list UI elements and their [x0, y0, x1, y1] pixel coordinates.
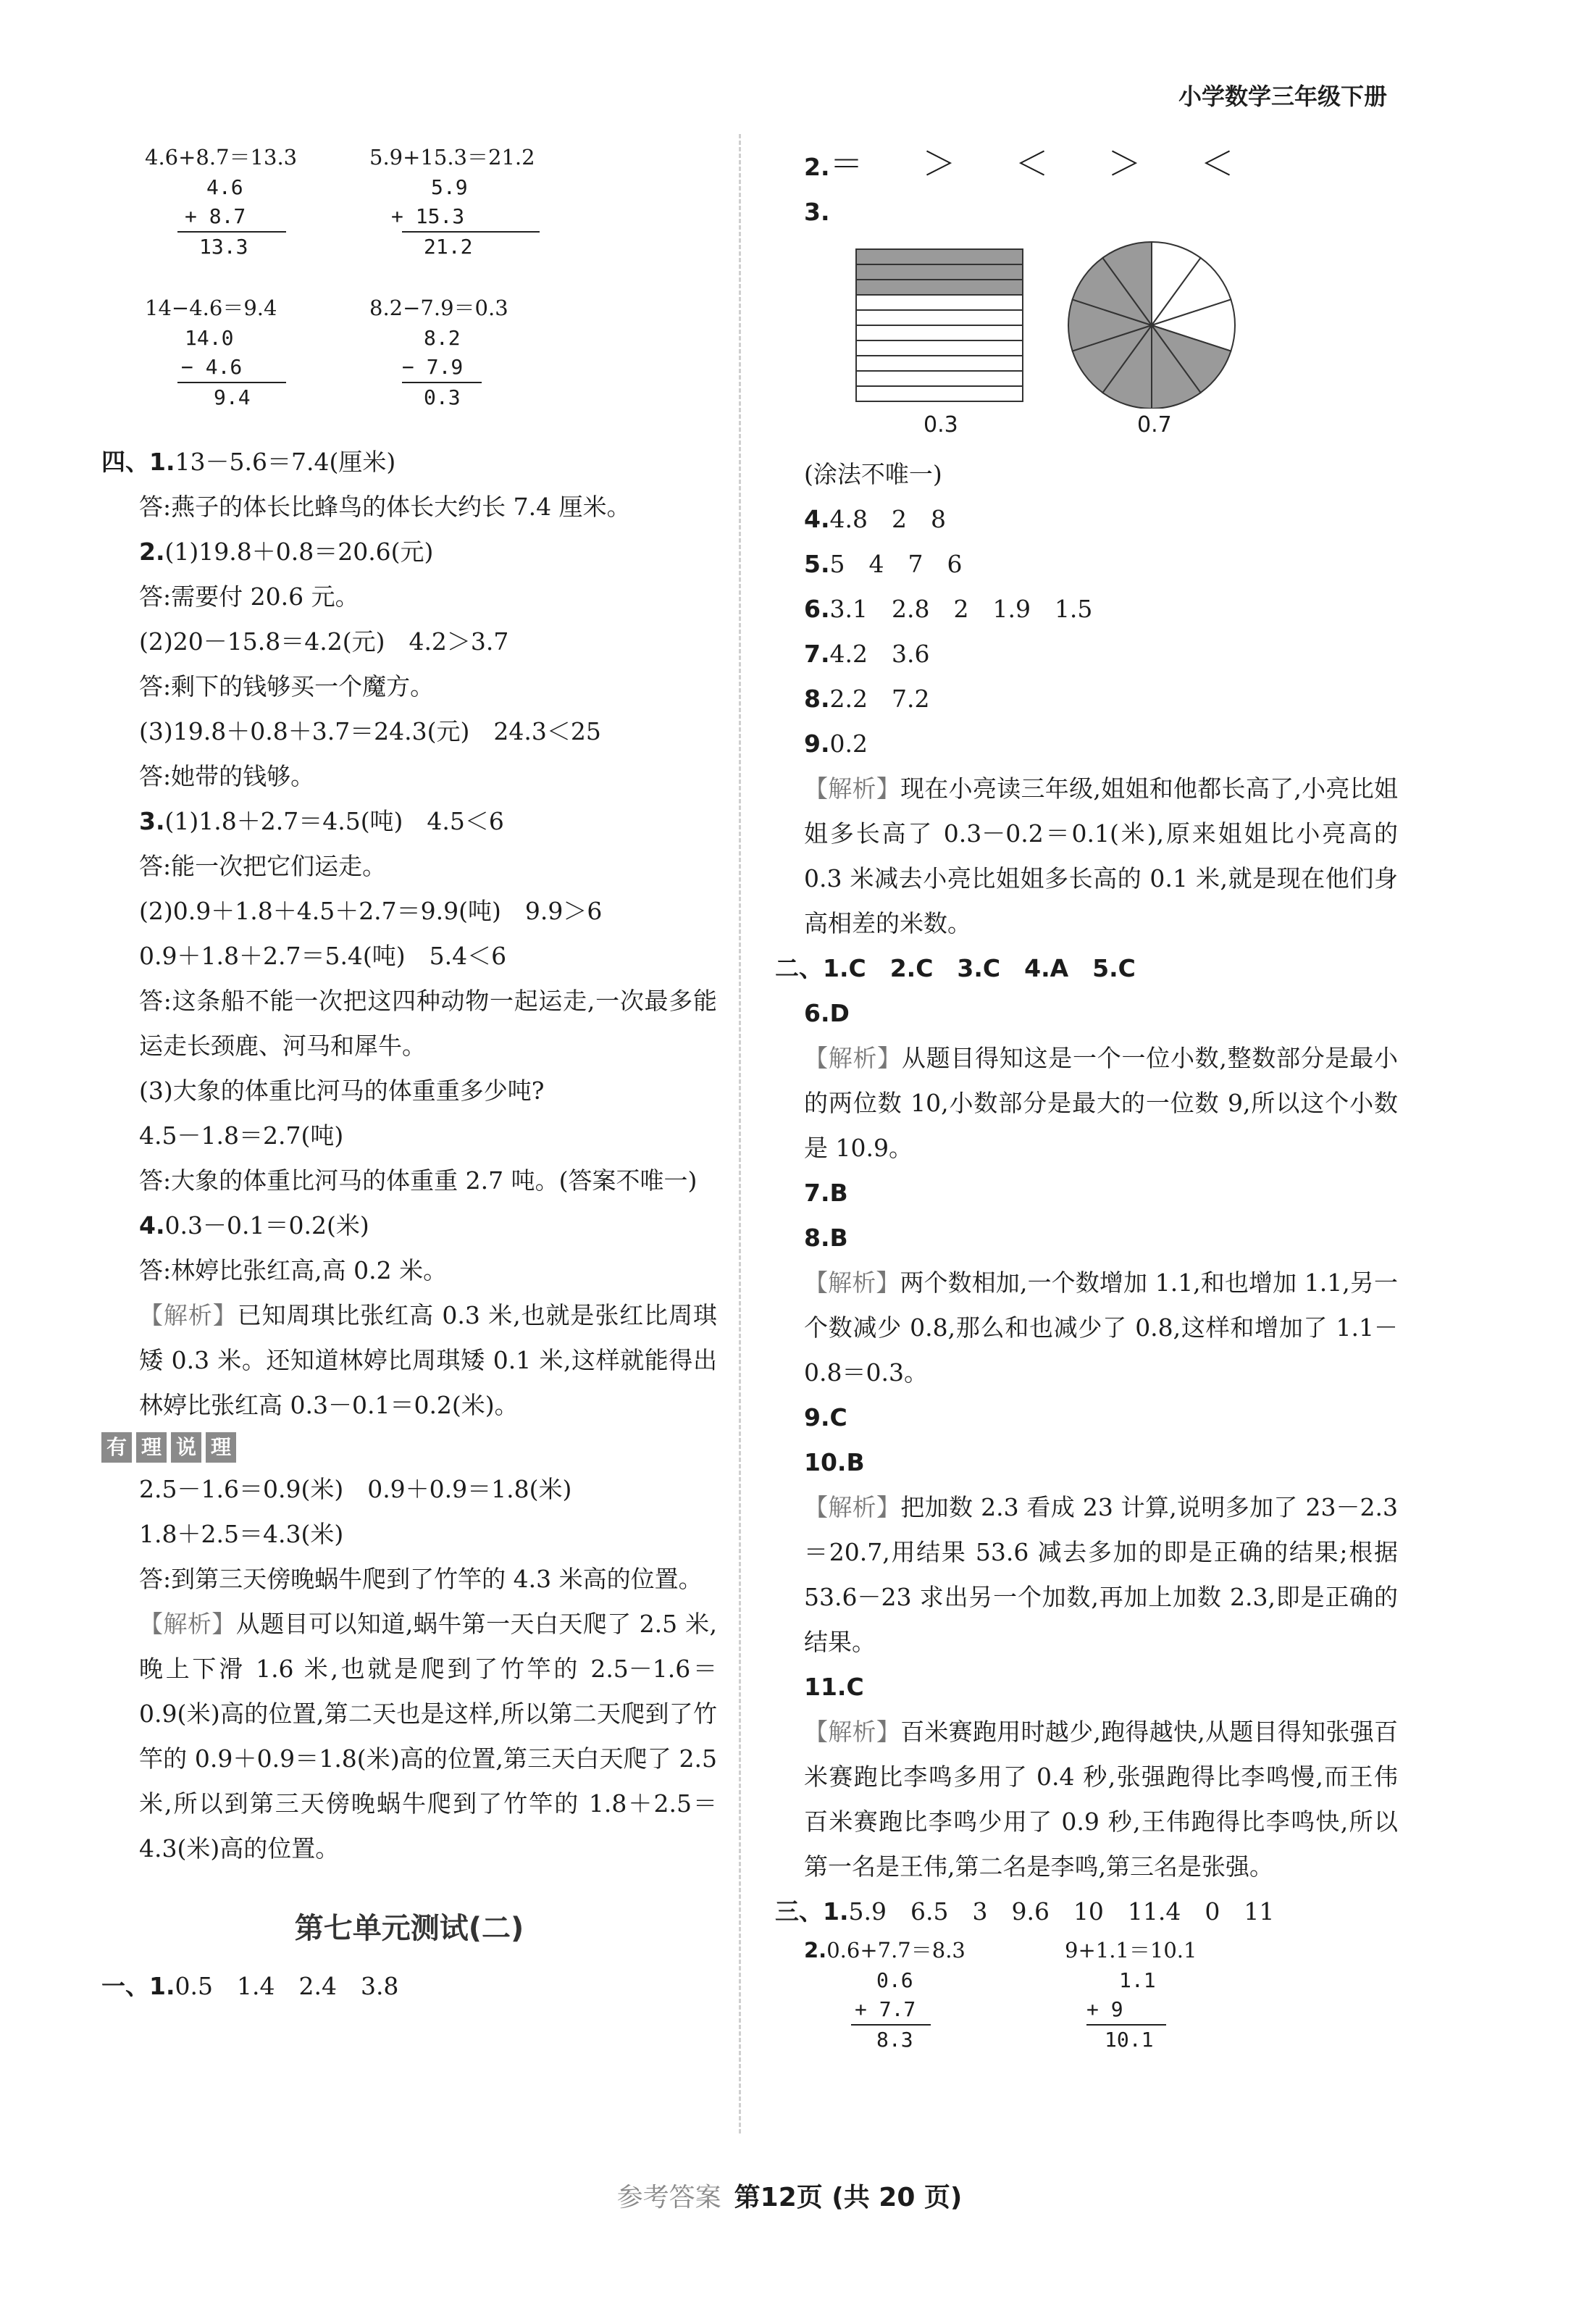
calc-result: 10.1: [1105, 2028, 1154, 2052]
vertical-calc-row-b: [101, 292, 717, 437]
circle-figure-label: 0.7: [1137, 412, 1172, 438]
answer-line: 二、1.C 2.C 3.C 4.A 5.C: [775, 954, 1136, 982]
badge-char: 有: [101, 1432, 132, 1463]
calc-result: 21.2: [424, 235, 473, 259]
rect-strip: [856, 325, 1023, 340]
answer-line: 9.C: [804, 1403, 847, 1431]
badge-char: 理: [136, 1432, 167, 1463]
calc-result: 9.4: [214, 385, 251, 409]
vertical-calc-row-a: [101, 141, 717, 286]
shaded-circle: [1068, 242, 1235, 409]
calc-expression: 0.6+7.7＝8.3: [826, 1938, 966, 1963]
vertical-calc: [369, 141, 594, 286]
answer-line: 答:林婷比张红高,高 0.2 米。: [139, 1256, 448, 1284]
vertical-calc: [145, 292, 369, 437]
analysis-paragraph: 【解析】把加数 2.3 看成 23 计算,说明多加了 23－2.3＝20.7,用结果 53.6 减去多加的即是正确的结果;根据 53.6－23 求出另一个加数,再加上加数 2.3,即是正确的结果。: [804, 1493, 1398, 1656]
answer-line: 8.2.2 7.2: [804, 685, 930, 713]
rect-strip: [856, 264, 1023, 280]
shaded-figures-svg: [804, 220, 1398, 409]
calc-top: 1.1: [1119, 1968, 1156, 1992]
calc-top: 0.6: [876, 1968, 913, 1992]
shaded-rectangle: [856, 249, 1023, 401]
answer-line: 5.5 4 7 6: [804, 550, 963, 578]
calc-top: 8.2: [424, 326, 461, 350]
calc-operand: − 4.6: [181, 355, 243, 379]
calc-expression: 14−4.6＝9.4: [145, 296, 277, 320]
rect-strip: [856, 371, 1023, 386]
answer-line: 0.9＋1.8＋2.7＝5.4(吨) 5.4＜6: [139, 942, 507, 970]
answer-line: 7.4.2 3.6: [804, 640, 930, 668]
calc-operand: − 7.9: [402, 355, 464, 379]
rect-strip: [856, 295, 1023, 310]
calc-expression: 4.6+8.7＝13.3: [145, 145, 298, 170]
calc-operand: + 15.3: [391, 204, 465, 228]
answer-line: 2.＝ ＞ ＜ ＞ ＜: [804, 144, 1247, 183]
page-header-title: 小学数学三年级下册: [1178, 83, 1387, 110]
right-column: [775, 141, 1398, 2057]
analysis-paragraph: 【解析】百米赛跑用时越少,跑得越快,从题目得知张强百米赛跑比李鸣多用了 0.4 秒,张强跑得比李鸣慢,而王伟百米赛跑比李鸣少用了 0.9 秒,王伟跑得比李鸣快,所以第一名是王伟,第二名是李鸣,第三名是张强。: [804, 1718, 1398, 1881]
analysis-paragraph: 【解析】从题目可以知道,蜗牛第一天白天爬了 2.5 米,晚上下滑 1.6 米,也就是爬到了竹竿的 2.5－1.6＝0.9(米)高的位置,第二天也是这样,所以第二天爬到了竹竿的 0.9＋0.9＝1.8(米)高的位置,第三天白天爬了 2.5 米,所以到第三天傍晚蜗牛爬到了竹竿的 1.8＋2.5＝4.3(米)高的位置。: [139, 1610, 717, 1863]
answer-line: 9.0.2: [804, 730, 868, 758]
answer-line: 1.8＋2.5＝4.3(米): [139, 1520, 344, 1548]
answer-line: 3.(1)1.8＋2.7＝4.5(吨) 4.5＜6: [139, 807, 504, 835]
rect-strip: [856, 280, 1023, 295]
answer-line: 答:剩下的钱够买一个魔方。: [139, 672, 435, 701]
answer-line: 4.4.8 2 8: [804, 505, 946, 533]
calc-operand: + 7.7: [855, 1997, 916, 2021]
answer-line: (涂法不唯一): [804, 460, 942, 488]
calc-expression: 5.9+15.3＝21.2: [369, 145, 535, 170]
answer-line: (2)20－15.8＝4.2(元) 4.2＞3.7: [139, 627, 509, 656]
footer-page-number: 第12页 (共 20 页): [734, 2183, 963, 2212]
calc-operand: + 9: [1086, 1997, 1123, 2021]
answer-paragraph: 答:到第三天傍晚蜗牛爬到了竹竿的 4.3 米高的位置。: [139, 1565, 703, 1593]
answer-line: 2.5－1.6＝0.9(米) 0.9＋0.9＝1.8(米): [139, 1475, 572, 1503]
answer-line: (2)0.9＋1.8＋4.5＋2.7＝9.9(吨) 9.9＞6: [139, 897, 603, 925]
answer-line: 2.(1)19.8＋0.8＝20.6(元): [139, 538, 434, 566]
answer-line: 3.: [804, 198, 830, 226]
badge-char: 说: [171, 1432, 201, 1463]
answer-line: 8.B: [804, 1224, 848, 1252]
column-divider: [739, 134, 741, 2133]
answer-line: 四、1.13－5.6＝7.4(厘米): [101, 448, 396, 476]
page-footer: [0, 2177, 1579, 2214]
rect-strip: [856, 310, 1023, 325]
calc-expression: 8.2−7.9＝0.3: [369, 296, 508, 320]
rect-strip: [856, 249, 1023, 264]
answer-line: 6.3.1 2.8 2 1.9 1.5: [804, 595, 1093, 623]
rect-figure-label: 0.3: [923, 412, 958, 438]
vertical-calc: [369, 292, 594, 437]
reasoning-badge: [101, 1432, 717, 1463]
calc-top: 5.9: [431, 175, 468, 199]
answer-line: 答:需要付 20.6 元。: [139, 582, 359, 611]
answer-line: 答:燕子的体长比蜂鸟的体长大约长 7.4 厘米。: [139, 493, 631, 521]
analysis-paragraph: 【解析】已知周琪比张红高 0.3 米,也就是张红比周琪矮 0.3 米。还知道林婷比周琪矮 0.1 米,这样就能得出林婷比张红高 0.3－0.1＝0.2(米)。: [139, 1301, 718, 1419]
rect-strip: [856, 386, 1023, 401]
analysis-paragraph: 【解析】从题目得知这是一个一位小数,整数部分是最小的两位数 10,小数部分是最大的一位数 9,所以这个小数是 10.9。: [804, 1044, 1398, 1162]
left-column: [101, 141, 717, 2009]
answer-line: 4.5－1.8＝2.7(吨): [139, 1121, 344, 1150]
unit-title: 第七单元测试(二): [294, 1912, 524, 1945]
answer-line: 6.D: [804, 999, 850, 1027]
rect-strip: [856, 340, 1023, 356]
answer-paragraph: 答:大象的体重比河马的体重重 2.7 吨。(答案不唯一): [139, 1166, 698, 1195]
answer-line: 答:她带的钱够。: [139, 762, 315, 790]
calc-result: 8.3: [876, 2028, 913, 2052]
answer-line: 答:能一次把它们运走。: [139, 852, 387, 880]
answer-line: 7.B: [804, 1179, 848, 1207]
calc-result: 13.3: [199, 235, 248, 259]
rect-strip: [856, 356, 1023, 371]
answer-line: 10.B: [804, 1448, 865, 1476]
badge-char: 理: [206, 1432, 236, 1463]
fraction-figures: [804, 235, 1398, 452]
calc-top: 4.6: [206, 175, 243, 199]
calc-top: 14.0: [185, 326, 234, 350]
vertical-calc: [1065, 1934, 1289, 2057]
answer-line: 11.C: [804, 1673, 864, 1701]
answer-line: 三、1.5.9 6.5 3 9.6 10 11.4 0 11: [775, 1897, 1275, 1926]
analysis-paragraph: 【解析】现在小亮读三年级,姐姐和他都长高了,小亮比姐姐多长高了 0.3－0.2＝0.1(米),原来姐姐比小亮高的 0.3 米减去小亮比姐姐多长高的 0.1 米,就是现在他们身高相差的米数。: [804, 774, 1398, 937]
answer-line: 4.0.3－0.1＝0.2(米): [139, 1211, 369, 1240]
answer-line: 一、1.0.5 1.4 2.4 3.8: [101, 1972, 399, 2000]
calc-expression: 9+1.1＝10.1: [1065, 1938, 1197, 1963]
vertical-calc: [145, 141, 369, 286]
calc-operand: + 8.7: [185, 204, 246, 228]
footer-reference: 参考答案: [616, 2183, 721, 2212]
calc-result: 0.3: [424, 385, 461, 409]
vertical-calc-row-c: [804, 1934, 1398, 2057]
vertical-calc: [804, 1934, 1065, 2057]
answer-paragraph: 答:这条船不能一次把这四种动物一起运走,一次最多能运走长颈鹿、河马和犀牛。: [139, 987, 717, 1060]
answer-line: (3)大象的体重比河马的体重重多少吨?: [139, 1077, 545, 1105]
item-number: 2.: [804, 1938, 827, 1963]
answer-line: (3)19.8＋0.8＋3.7＝24.3(元) 24.3＜25: [139, 717, 601, 745]
analysis-paragraph: 【解析】两个数相加,一个数增加 1.1,和也增加 1.1,另一个数减少 0.8,那么和也减少了 0.8,这样和增加了 1.1－0.8＝0.3。: [804, 1268, 1398, 1387]
